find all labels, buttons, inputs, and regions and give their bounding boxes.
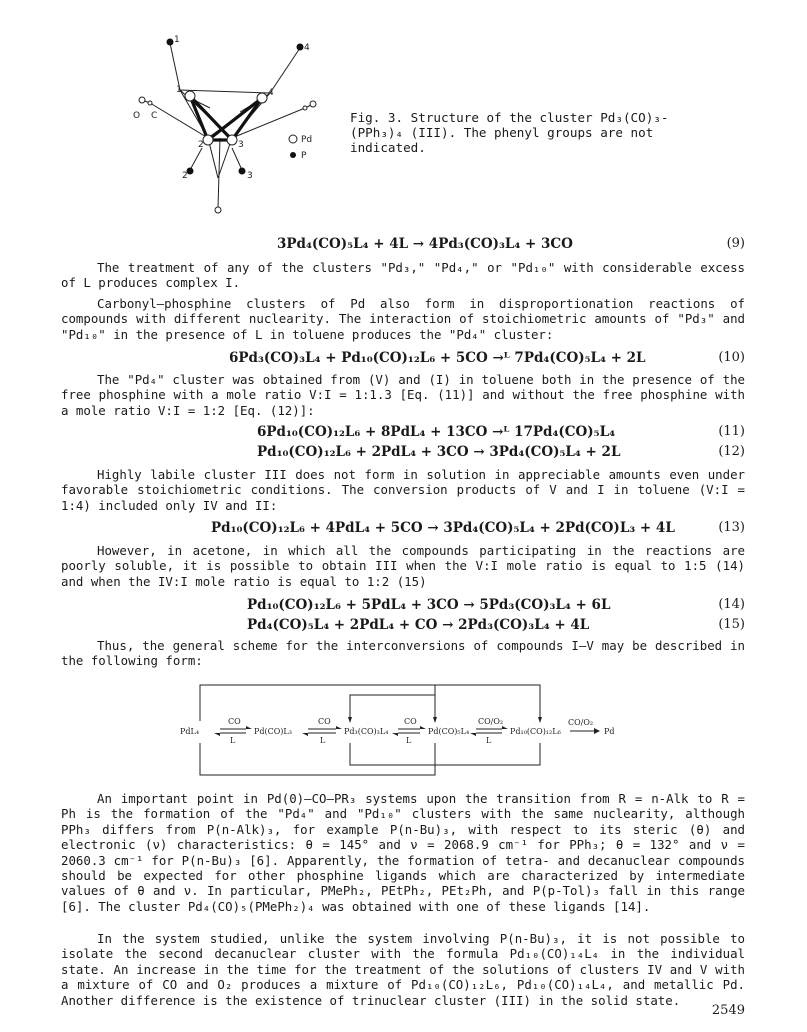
scheme-label-l-1: L	[230, 736, 236, 745]
equation-number: (12)	[718, 444, 745, 459]
paragraph-5: However, in acetone, in which all the compounds participating in the reactions are poorly soluble, it is possible to obtain III when the V:I mole ratio is equal to 1:5 (14) and when the IV:I mole ratio is equal to 1:2 (15)	[61, 543, 745, 589]
scheme-species-pd3: Pd₃(CO)₃L₄	[344, 727, 389, 736]
equation-number: (13)	[718, 520, 745, 535]
cluster-structure-figure	[130, 28, 330, 223]
scheme-species-pdcol3: Pd(CO)L₃	[254, 727, 292, 736]
atom-label-pd3: 3	[238, 140, 244, 150]
equation-number: (9)	[726, 236, 745, 251]
equation-expression: Pd₄(CO)₅L₄ + 2PdL₄ + CO → 2Pd₃(CO)₃L₄ + 4L	[247, 617, 590, 633]
atom-label-p2: 2	[182, 171, 188, 181]
equation-14	[61, 597, 745, 615]
scheme-species-pd10: Pd₁₀(CO)₁₂L₆	[510, 727, 561, 736]
paragraph-6: Thus, the general scheme for the interconversions of compounds I–V may be described in the following form:	[61, 638, 745, 669]
atom-label-c: C	[151, 111, 158, 121]
equation-15	[61, 617, 745, 635]
equation-11	[61, 424, 745, 442]
atom-label-p1: 1	[174, 35, 180, 45]
equation-number: (14)	[718, 597, 745, 612]
paragraph-1: The treatment of any of the clusters "Pd₃," "Pd₄," or "Pd₁₀" with considerable excess of L produces complex I.	[61, 260, 745, 291]
scheme-label-co-1: CO	[228, 717, 241, 726]
equation-10	[61, 350, 745, 368]
atom-label-o: O	[133, 111, 141, 121]
scheme-label-co-2: CO	[318, 717, 331, 726]
scheme-species-pdl4: PdL₄	[180, 727, 200, 736]
equation-expression: 3Pd₄(CO)₅L₄ + 4L → 4Pd₃(CO)₃L₄ + 3CO	[277, 236, 573, 252]
scheme-label-l-2: L	[320, 736, 326, 745]
equation-expression: 6Pd₃(CO)₃L₄ + Pd₁₀(CO)₁₂L₆ + 5CO →ᴸ 7Pd₄(CO)₅L₄ + 2L	[229, 350, 646, 366]
scheme-label-l-4: L	[486, 736, 492, 745]
equation-number: (15)	[718, 617, 745, 632]
equation-expression: Pd₁₀(CO)₁₂L₆ + 5PdL₄ + 3CO → 5Pd₃(CO)₃L₄ + 6L	[247, 597, 611, 613]
atom-label-p3: 3	[247, 171, 253, 181]
atom-label-pd2: 2	[198, 140, 204, 150]
equation-expression: Pd₁₀(CO)₁₂L₆ + 2PdL₄ + 3CO → 3Pd₄(CO)₅L₄ + 2L	[257, 444, 621, 460]
interconversion-scheme	[180, 677, 630, 785]
scheme-species-pd: Pd	[604, 727, 615, 736]
equation-9	[61, 236, 745, 254]
equation-number: (11)	[718, 424, 745, 439]
atom-label-pd1: 1	[176, 85, 182, 95]
equation-13	[61, 520, 745, 538]
scheme-label-coo2-2: CO/O₂	[568, 718, 594, 727]
equation-12	[61, 444, 745, 462]
scheme-species-pd4: Pd(CO)₅L₄	[428, 727, 470, 736]
equation-expression: Pd₁₀(CO)₁₂L₆ + 4PdL₄ + 5CO → 3Pd₄(CO)₅L₄ + 2Pd(CO)L₃ + 4L	[211, 520, 675, 536]
scheme-label-l-3: L	[406, 736, 412, 745]
equation-number: (10)	[718, 350, 745, 365]
paragraph-8: In the system studied, unlike the system involving P(n-Bu)₃, it is not possible to isolate the second decanuclear cluster with the formula Pd₁₀(CO)₁₄L₄ in the individual state. An increase in the time for the treatment of the solutions of clusters IV and V with a mixture of CO and O₂ produces a mixture of Pd₁₀(CO)₁₂L₆, Pd₁₀(CO)₁₄L₄, and metallic Pd. Another difference is the existence of trinuclear cluster (III) in the solid state.	[61, 931, 745, 1008]
legend-pd-label: Pd	[301, 135, 313, 145]
legend-p-label: P	[301, 151, 307, 161]
figure-caption: Fig. 3. Structure of the cluster Pd₃(CO)₃-(PPh₃)₄ (III). The phenyl groups are not indicated.	[350, 110, 669, 155]
atom-label-pd4: 4	[268, 88, 274, 98]
paragraph-4: Highly labile cluster III does not form in solution in appreciable amounts even under favorable stoichiometric conditions. The conversion products of V and I in toluene (V:I = 1:4) included only IV and II:	[61, 467, 745, 513]
paragraph-3: The "Pd₄" cluster was obtained from (V) and (I) in toluene both in the presence of the free phosphine with a mole ratio V:I = 1:1.3 [Eq. (11)] and without the free phosphine with a mole ratio V:I = 1:2 [Eq. (12)]:	[61, 372, 745, 418]
equation-expression: 6Pd₁₀(CO)₁₂L₆ + 8PdL₄ + 13CO →ᴸ 17Pd₄(CO)₅L₄	[257, 424, 616, 440]
paragraph-2: Carbonyl–phosphine clusters of Pd also form in disproportionation reactions of compounds with different nuclearity. The interaction of stoichiometric amounts of "Pd₃" and "Pd₁₀" in the presence of L in toluene produces the "Pd₄" cluster:	[61, 296, 745, 342]
atom-label-p4: 4	[304, 43, 310, 53]
scheme-label-co-3: CO	[404, 717, 417, 726]
paragraph-7: An important point in Pd(0)–CO–PR₃ systems upon the transition from R = n-Alk to R = Ph is the formation of the "Pd₄" and "Pd₁₀" clusters with the same nuclearity, although PPh₃ differs from P(n-Alk)₃, for example P(n-Bu)₃, with respect to its steric (θ) and electronic (ν) characteristics: θ = 145° and ν = 2068.9 cm⁻¹ for PPh₃; θ = 132° and ν = 2060.3 cm⁻¹ for P(n-Bu)₃ [6]. Apparently, the formation of tetra- and decanuclear compounds should be expected for other phosphine ligands which are characterized by intermediate values of θ and ν. In particular, PMePh₂, PEtPh₂, PEt₂Ph, and P(p-Tol)₃ fall in this range [6]. The cluster Pd₄(CO)₅(PMePh₂)₄ was obtained with one of these ligands [14].	[61, 791, 745, 914]
page-number: 2549	[711, 1003, 745, 1018]
scheme-label-coo2-1: CO/O₂	[478, 717, 504, 726]
